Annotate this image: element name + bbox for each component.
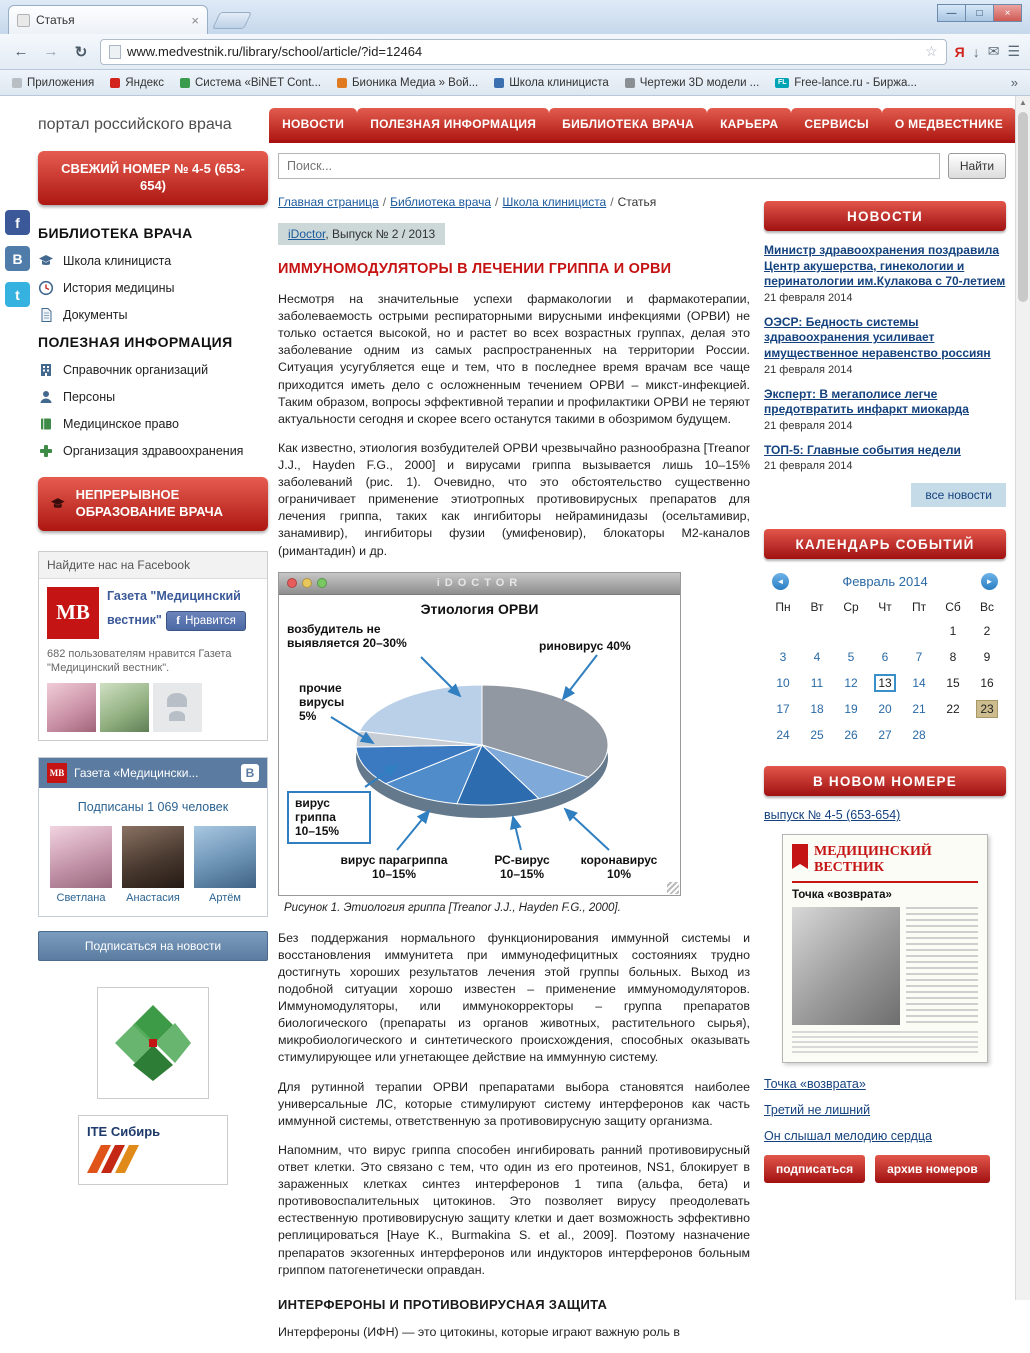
vk-member[interactable] — [122, 826, 184, 904]
callout-rs-virus: РС-вирус 10–15% — [494, 852, 550, 882]
calendar-date[interactable]: 23 — [976, 700, 998, 718]
bookmark-item[interactable] — [625, 77, 760, 89]
avatar — [194, 826, 256, 888]
cover-masthead: МЕДИЦИНСКИЙ ВЕСТНИК — [814, 844, 932, 875]
calendar-empty-cell — [908, 622, 930, 640]
article-paragraph: Как известно, этиология возбудителей ОРВИ чрезвычайно разнообразна [Treanor J.J., Hayden F.G., 2000] и вирусами гриппа вызывается лишь 10–15% заболеваний (рис. 1). Очевидно, что это обстоятельство существенно ограничивает применение этиотропных противовирусных препаратов для лечения гриппа, таких как ингибиторы нейраминидазы (осельтамивир, занамивир), ингибиторы фузии (умифеновир), блокаторы М2-каналов (римантадин) и др. — [278, 440, 750, 558]
cover-photo — [792, 907, 900, 1025]
content — [0, 143, 1030, 1353]
education-button[interactable] — [38, 477, 268, 531]
facebook-widget — [38, 551, 268, 742]
sidebar-item-directory[interactable] — [38, 362, 268, 378]
calendar-empty-cell — [806, 622, 828, 640]
vk-group-name: Газета «Медицински... — [74, 766, 199, 781]
nav-tab-services[interactable]: СЕРВИСЫ — [791, 108, 881, 140]
article-paragraph: Напомним, что вирус гриппа способен ингибировать ранний противовирусный ответ клетки. Это связано с тем, что один из его протеинов, NS1, блокирует в зараженных клетках синтез интерферонов 1 типа (альфа, бета) и противовоспалительных цитокинов. Это позволяет вирусу преодолевать естественную противовирусную защиту клетки и дает возможность эффективно реплицироваться [Haye K., Burmakina S. et al., 2009]. Поэтому назначение препаратов экзогенных интерферонов или индукторов интерферонов больным гриппом патогенетически оправдан. — [278, 1142, 750, 1277]
clock-icon — [38, 280, 54, 296]
center-area — [278, 149, 1006, 1353]
issue-article-link[interactable]: Третий не лишний — [764, 1103, 871, 1118]
facebook-photos — [47, 683, 259, 732]
maximize-icon[interactable]: □ — [965, 4, 994, 22]
calendar-date[interactable]: 3 — [779, 650, 787, 665]
library-heading: БИБЛИОТЕКА ВРАЧА — [38, 224, 193, 241]
tab-close-icon[interactable]: × — [191, 12, 199, 28]
callout-arrow — [397, 811, 429, 850]
callout-rhinovirus: риновирус 40% — [539, 638, 631, 653]
callout-other-viruses: прочие вирусы 5% — [299, 680, 345, 724]
browser-tabstrip — [0, 0, 1030, 34]
figure-caption: Рисунок 1. Этиология гриппа [Treanor J.J., Hayden F.G., 2000]. — [284, 901, 621, 914]
avatar — [50, 826, 112, 888]
bookmark-label: Бионика Медиа » Вой... — [351, 76, 479, 89]
sidebar-item-history[interactable] — [38, 280, 268, 296]
calendar-date[interactable]: 15 — [946, 676, 960, 691]
bookmark-label: Free-lance.ru - Биржа... — [794, 76, 917, 89]
article-paragraph: Несмотря на значительные успехи фармакологии и фармакотерапии, заболеваемость острыми респираторными вирусными инфекциями (ОРВИ) не только остается высокой, но и растет во всех возрастных группах, делая это заболевание одним из самых распространенных на территории России. Ситуация усугубляется еще и тем, что в последнее время врачам все чаще приходится иметь дело с осложненным течением ОРВИ – микст-инфекцией. Таким образом, вопросы эффективной терапии и профилактики ОРВИ не теряют актуальности сегодня и скорее всего останутся такими в обозримом будущем. — [278, 292, 750, 426]
building-icon — [38, 362, 54, 378]
useful-heading: ПОЛЕЗНАЯ ИНФОРМАЦИЯ — [38, 333, 233, 350]
bionika-favicon — [337, 78, 347, 88]
url-input[interactable] — [127, 44, 919, 59]
article-paragraph: Интерфероны (ИФН) — это цитокины, которые играют важную роль в — [278, 1324, 680, 1339]
site-header — [0, 96, 1030, 143]
url-box[interactable] — [100, 39, 947, 65]
facebook-like-button[interactable] — [166, 611, 246, 631]
twitter-icon[interactable]: t — [5, 282, 30, 307]
menu-icon[interactable]: ☰ — [1007, 43, 1020, 59]
breadcrumb-link-school[interactable]: Школа клинициста — [502, 195, 607, 209]
bookmark-label: Яндекс — [125, 76, 164, 89]
browser-addressbar — [0, 34, 1030, 70]
issue-link[interactable]: выпуск № 4-5 (653-654) — [764, 808, 901, 823]
member-name: Анастасия — [126, 892, 180, 905]
download-icon[interactable]: ↓ — [972, 43, 980, 60]
calendar-date[interactable]: 18 — [810, 702, 824, 717]
person-icon — [38, 389, 54, 405]
forward-icon[interactable]: → — [43, 43, 59, 60]
sidebar-item-health-org[interactable] — [38, 443, 268, 459]
calendar-empty-cell — [874, 622, 896, 640]
calendar-date[interactable]: 1 — [949, 624, 957, 639]
calendar-empty-cell — [942, 726, 964, 744]
fan-photo — [47, 683, 96, 732]
calendar-empty-cell — [772, 622, 794, 640]
vk-icon: В — [241, 764, 259, 782]
member-name: Светлана — [56, 892, 106, 905]
sidebar-item-persons[interactable] — [38, 389, 268, 405]
calendar-date[interactable]: 26 — [844, 728, 858, 743]
sidebar-item-label: Медицинское право — [63, 416, 179, 431]
calendar-date[interactable]: 8 — [949, 650, 957, 665]
ite-logo-icon — [87, 1145, 147, 1173]
vk-subscribers-count: Подписаны 1 069 человек — [77, 800, 229, 815]
fresh-issue-button[interactable]: СВЕЖИЙ НОМЕР № 4-5 (653-654) — [38, 151, 268, 205]
vk-member[interactable] — [194, 826, 256, 904]
fan-photo-placeholder — [153, 683, 202, 732]
bookmark-item[interactable] — [494, 77, 609, 89]
all-news-button[interactable]: все новости — [911, 483, 1006, 507]
calendar-day-header: Вс — [979, 600, 994, 615]
nav-tab-about[interactable]: О МЕДВЕСТНИКЕ — [882, 108, 1016, 140]
freelance-favicon: FL — [775, 78, 789, 88]
nav-tab-library[interactable]: БИБЛИОТЕКА ВРАЧА — [549, 108, 707, 140]
calendar-prev-icon[interactable]: ◄ — [772, 573, 789, 590]
facebook-icon[interactable]: f — [5, 210, 30, 235]
breadcrumb-link-home[interactable]: Главная страница — [278, 195, 379, 209]
tab-favicon — [17, 14, 30, 27]
bookmarks-bar — [0, 70, 1030, 96]
bookmark-label: Чертежи 3D модели ... — [639, 76, 760, 89]
school-favicon — [494, 78, 504, 88]
breadcrumb-separator: / — [495, 195, 499, 209]
section-heading: ИНТЕРФЕРОНЫ И ПРОТИВОВИРУСНАЯ ЗАЩИТА — [278, 1296, 608, 1312]
binet-favicon — [180, 78, 190, 88]
mail-icon[interactable]: ✉ — [987, 43, 1000, 59]
like-label: Нравится — [185, 614, 236, 627]
main-nav — [269, 108, 1016, 143]
bookmark-label: Система «BiNET Cont... — [194, 76, 321, 89]
cover-text-lines — [792, 1031, 978, 1053]
sidebar-item-label: Школа клинициста — [63, 253, 172, 268]
calendar-date[interactable]: 22 — [946, 702, 960, 717]
member-name: Артём — [209, 892, 241, 905]
figure-window-header — [279, 573, 680, 595]
apps-icon — [12, 78, 22, 88]
vk-subscribe-button[interactable]: Подписаться на новости — [38, 931, 268, 961]
sidebar-item-label: Организация здравоохранения — [63, 443, 244, 458]
vk-icon[interactable]: В — [5, 246, 30, 271]
callout-parainfluenza: вирус парагриппа 10–15% — [340, 852, 448, 882]
search-row — [278, 153, 1006, 179]
calendar-date[interactable]: 10 — [776, 676, 790, 691]
calendar-date[interactable]: 19 — [844, 702, 858, 717]
bookmark-label: Школа клинициста — [509, 76, 609, 89]
bookmark-star-icon[interactable]: ☆ — [925, 43, 938, 59]
news-item — [764, 315, 1006, 376]
breadcrumb-link-library[interactable]: Библиотека врача — [390, 195, 492, 209]
callout-arrow — [565, 809, 609, 850]
vk-widget — [38, 757, 268, 917]
facebook-likes-text: 682 пользователям нравится Газета "Медицинский вестник". — [47, 647, 232, 674]
news-item — [764, 443, 1006, 473]
page-icon — [109, 45, 121, 59]
newspaper-cover[interactable] — [782, 834, 988, 1063]
nav-tab-news[interactable]: НОВОСТИ — [269, 108, 357, 140]
yandex-favicon — [110, 78, 120, 88]
graduation-cap-icon — [38, 253, 54, 269]
cover-rule — [792, 881, 978, 883]
pie-slices — [356, 685, 608, 805]
calendar-date[interactable]: 5 — [847, 650, 855, 665]
calendar-date[interactable]: 17 — [776, 702, 790, 717]
calendar-day-header: Пт — [911, 600, 927, 615]
facebook-widget-body — [39, 579, 267, 741]
breadcrumb-current: Статья — [617, 195, 657, 209]
callout-arrow — [513, 817, 521, 850]
calendar-date[interactable]: 11 — [810, 676, 824, 691]
news-date: 21 февраля 2014 — [764, 460, 853, 473]
callout-pathogen-unknown: возбудитель не выявляется 20–30% — [287, 621, 407, 651]
calendar-date[interactable]: 6 — [881, 650, 889, 665]
news-heading: НОВОСТИ — [764, 201, 1006, 231]
calendar-date[interactable]: 25 — [810, 728, 824, 743]
sidebar-item-documents[interactable] — [38, 307, 268, 323]
figure-body — [279, 595, 680, 895]
breadcrumb-separator: / — [382, 195, 387, 209]
calendar-heading: КАЛЕНДАРЬ СОБЫТИЙ — [764, 529, 1006, 559]
news-link[interactable]: ОЭСР: Бедность системы здравоохранения усиливает имущественное неравенство россиян — [764, 314, 991, 360]
bookmark-item[interactable] — [180, 77, 321, 89]
calendar-date[interactable]: 12 — [844, 676, 858, 691]
article-paragraph: Для рутинной терапии ОРВИ препаратами выбора становятся наиболее универсальные ЛС, которые стимулируют систему интерферонов как часть иммунной системы, ответственную за противовирусную защиту организма. — [278, 1079, 750, 1128]
calendar-date[interactable]: 13 — [874, 674, 896, 692]
calendar-date[interactable]: 16 — [980, 676, 994, 691]
article-title: ИММУНОМОДУЛЯТОРЫ В ЛЕЧЕНИИ ГРИППА И ОРВИ — [278, 261, 672, 277]
ite-partner-box[interactable] — [78, 1115, 228, 1185]
left-sidebar — [38, 149, 268, 1353]
figure-window-title: iDOCTOR — [436, 577, 523, 590]
calendar-date[interactable]: 24 — [776, 728, 790, 743]
article-source-tag — [278, 223, 445, 245]
law-book-icon — [38, 416, 54, 432]
cover-text-lines — [906, 907, 978, 1025]
reload-icon[interactable]: ↻ — [74, 43, 88, 61]
resize-grip-icon — [667, 882, 679, 894]
fan-photo — [100, 683, 149, 732]
bookmark-item[interactable] — [12, 77, 94, 89]
vk-widget-header[interactable] — [39, 758, 267, 788]
mv-logo-mini: МВ — [47, 763, 67, 783]
calendar-grid — [764, 594, 1006, 746]
news-link[interactable]: ТОП-5: Главные события недели — [764, 442, 961, 457]
facebook-page-link[interactable]: Газета "Медицинский вестник" — [107, 588, 241, 627]
news-item — [764, 243, 1006, 304]
calendar-date[interactable]: 9 — [983, 650, 991, 665]
bookmark-item[interactable] — [337, 77, 478, 89]
bookmarks-overflow-icon[interactable]: » — [1010, 75, 1018, 90]
chart-title: Этиология ОРВИ — [420, 600, 539, 617]
idoctor-link[interactable]: iDoctor — [288, 227, 326, 241]
ribbon-icon — [792, 844, 808, 864]
callout-coronavirus: коронавирус 10% — [580, 852, 658, 882]
sidebar-item-school[interactable] — [38, 253, 268, 269]
education-label: НЕПРЕРЫВНОЕ ОБРАЗОВАНИЕ ВРАЧА — [75, 486, 224, 519]
news-date: 21 февраля 2014 — [764, 291, 853, 304]
calendar-date[interactable]: 20 — [878, 702, 892, 717]
issue-article-link[interactable]: Точка «возврата» — [764, 1077, 866, 1092]
cover-headline: Точка «возврата» — [792, 889, 892, 902]
nav-tab-career[interactable]: КАРЬЕРА — [707, 108, 791, 140]
avatar — [122, 826, 184, 888]
calendar-date[interactable]: 2 — [983, 624, 991, 639]
vk-member[interactable] — [50, 826, 112, 904]
sidebar-item-label: Справочник организаций — [63, 362, 209, 377]
callout-flu-virus: вирус гриппа 10–15% — [287, 791, 371, 844]
scroll-up-icon[interactable]: ▲ — [1019, 98, 1027, 107]
medical-cross-icon — [38, 443, 54, 459]
calendar-next-icon[interactable]: ► — [981, 573, 998, 590]
news-date: 21 февраля 2014 — [764, 363, 853, 376]
archive-button[interactable]: архив номеров — [875, 1155, 990, 1183]
sidebar-item-medical-law[interactable] — [38, 416, 268, 432]
calendar-day-header: Чт — [878, 600, 892, 615]
facebook-widget-header: Найдите нас на Facebook — [39, 552, 267, 579]
news-link[interactable]: Эксперт: В мегаполисе легче предотвратить инфаркт миокарда — [764, 386, 969, 417]
calendar-day-header: Сб — [945, 600, 961, 615]
bookmark-item[interactable] — [110, 77, 164, 89]
article-paragraph: Без поддержания нормального функционирования иммунной системы и восстановления иммунитета при иммунодефицитных состояниях трудно достигнуть хороших результатов лечения этой группы больных. Выход из подобной ситуации хорошо известен – применение иммуномодуляторов. Иммуномодуляторы, или иммунокорректоры – группа препаратов биологического (препараты из органов животных, растительного сырья), микробиологического и синтетического происхождения, способных оказывать стимулирующее или угнетающее действие на иммунную систему. — [278, 930, 750, 1065]
page-scrollbar[interactable] — [1015, 96, 1030, 1300]
calendar-empty-cell — [976, 726, 998, 744]
calendar-date[interactable]: 27 — [878, 728, 892, 743]
window-controls — [938, 4, 1022, 22]
sidebar-item-label: История медицины — [63, 280, 175, 295]
ite-label: ITE Сибирь — [87, 1124, 161, 1140]
calendar-date[interactable]: 7 — [915, 650, 923, 665]
new-issue-heading: В НОВОМ НОМЕРЕ — [764, 766, 1006, 796]
back-icon[interactable]: ← — [13, 43, 29, 60]
calendar-empty-cell — [840, 622, 862, 640]
search-input[interactable] — [278, 153, 940, 179]
news-link[interactable]: Министр здравоохранения поздравила Центр акушерства, гинекологии и перинатологии им.Кулакова с 70-летием — [764, 243, 1006, 289]
document-icon — [38, 307, 54, 323]
sidebar-item-label: Документы — [63, 307, 128, 322]
nav-tab-useful-info[interactable]: ПОЛЕЗНАЯ ИНФОРМАЦИЯ — [357, 108, 549, 140]
mv-logo: МВ — [47, 587, 99, 639]
graduation-cap-icon — [50, 493, 66, 515]
vk-members — [39, 826, 267, 916]
right-sidebar — [764, 187, 1006, 1353]
bookmark-item[interactable] — [775, 77, 917, 89]
yandex-icon[interactable]: Я — [954, 43, 965, 60]
events-calendar — [764, 571, 1006, 746]
bookmark-label: Приложения — [27, 76, 95, 89]
browser-tab[interactable] — [8, 5, 208, 34]
scrollbar-thumb[interactable] — [1018, 112, 1028, 302]
news-item — [764, 387, 1006, 432]
issue-article-link[interactable]: Он слышал мелодию сердца — [764, 1129, 933, 1144]
window-close-icon[interactable]: × — [993, 4, 1022, 22]
new-tab-button[interactable] — [212, 12, 252, 29]
sidebar-item-label: Персоны — [63, 389, 116, 404]
minimize-icon[interactable]: — — [937, 4, 966, 22]
calendar-month-label: Февраль 2014 — [842, 574, 928, 590]
subscribe-button[interactable]: подписаться — [764, 1155, 865, 1183]
news-date: 21 февраля 2014 — [764, 419, 853, 432]
social-rail — [5, 210, 30, 307]
site-logo[interactable]: портал российского врача — [38, 116, 232, 133]
figure-1 — [278, 572, 681, 896]
issue-info: , Выпуск № 2 / 2013 — [325, 227, 436, 241]
callout-arrow — [563, 655, 597, 699]
calendar-date[interactable]: 4 — [813, 650, 821, 665]
green-emblem-icon — [111, 1001, 195, 1085]
breadcrumb-separator: / — [610, 195, 614, 209]
calendar-day-header: Ср — [843, 600, 859, 615]
calendar-date[interactable]: 28 — [912, 728, 926, 743]
facebook-icon: f — [176, 614, 181, 627]
calendar-date[interactable]: 14 — [912, 676, 926, 691]
calendar-date[interactable]: 21 — [912, 702, 926, 717]
breadcrumb — [278, 195, 750, 209]
calendar-day-header: Пн — [775, 600, 791, 615]
search-button[interactable]: Найти — [948, 153, 1006, 179]
drawings-favicon — [625, 78, 635, 88]
calendar-day-header: Вт — [810, 600, 824, 615]
partner-logo-box[interactable] — [97, 987, 209, 1099]
tab-title: Статья — [36, 13, 75, 27]
article-column — [278, 187, 750, 1353]
